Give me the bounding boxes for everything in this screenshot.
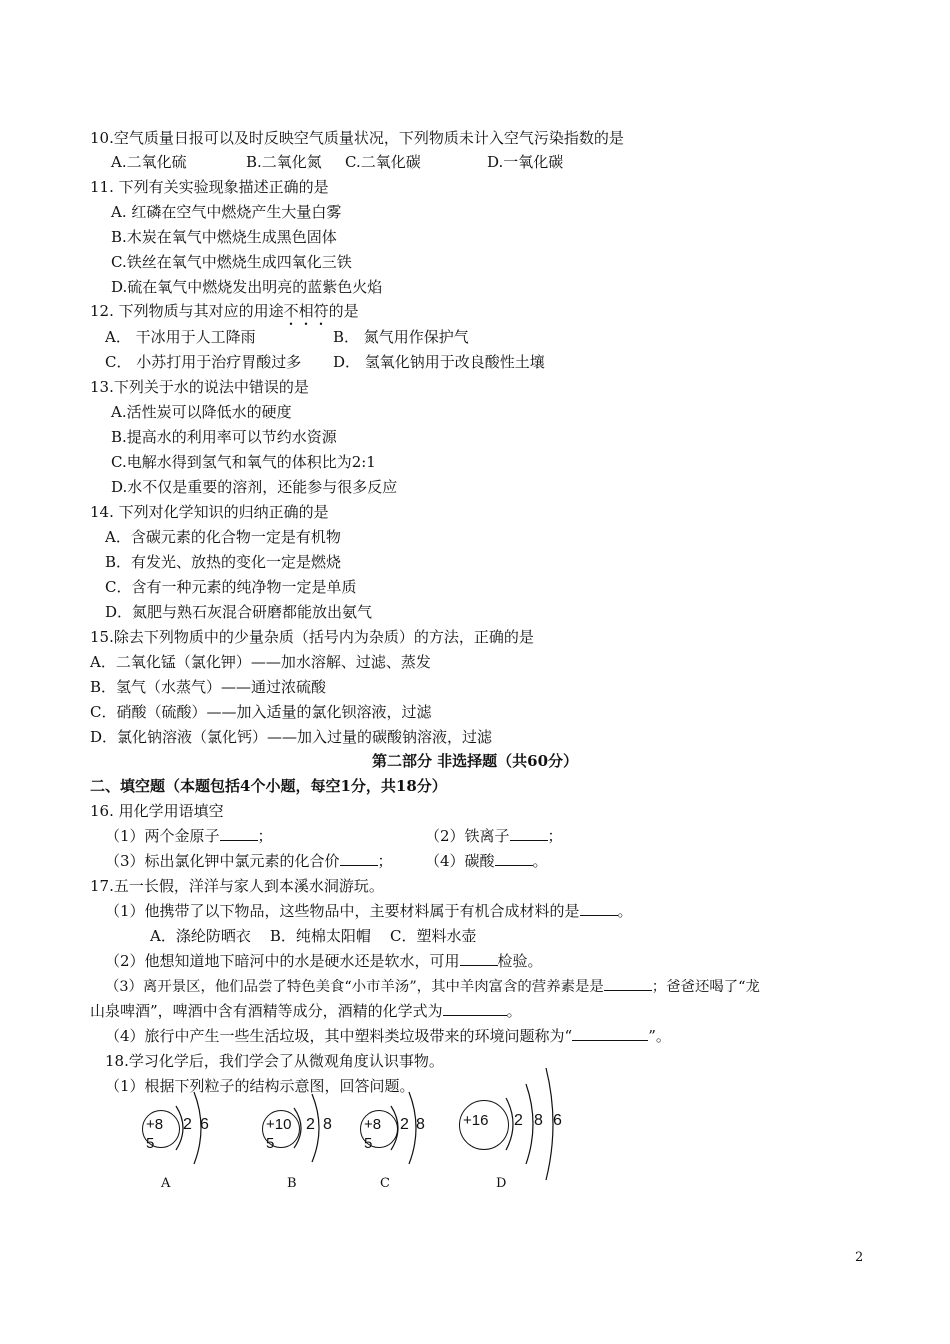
q11-option-a: A. 红磷在空气中燃烧产生大量白雾 — [111, 203, 342, 221]
q17-part-3-text: （3）离开景区，他们品尝了特色美食“小市羊汤”，其中羊肉富含的营养素是是 — [105, 979, 604, 995]
q18-stem: 18.学习化学后，我们学会了从微观角度认识事物。 — [105, 1052, 444, 1070]
q17-part-3-line-1 — [105, 976, 760, 997]
q10-option-c: C.二氧化碳 — [345, 153, 421, 171]
q17-part-2-text: （2）他想知道地下暗河中的水是硬水还是软水，可用 — [105, 952, 460, 970]
q14-stem: 14. 下列对化学知识的归纳正确的是 — [90, 503, 329, 521]
q17-part-3b-end: 。 — [506, 1002, 522, 1020]
q17-part-4-end: ”。 — [648, 1027, 671, 1045]
q16-blank-2[interactable] — [510, 826, 548, 841]
q16-part-3-end: ； — [377, 852, 393, 870]
q16-part-3-text: （3）标出氯化钾中氯元素的化合价 — [105, 852, 340, 870]
q12-stem-post: 的是 — [328, 302, 359, 320]
q17-part-4 — [105, 1026, 671, 1046]
page-number: 2 — [855, 1250, 864, 1265]
q17-blank-2[interactable] — [460, 951, 498, 966]
q17-part-3b-text: 山泉啤酒”，啤酒中含有酒精等成分，酒精的化学式为 — [90, 1002, 443, 1020]
q17-blank-1[interactable] — [580, 901, 618, 916]
q11-option-c: C.铁丝在氧气中燃烧生成四氧化三铁 — [111, 253, 352, 271]
q14-option-b: B．有发光、放热的变化一定是燃烧 — [105, 553, 342, 571]
q12-option-b: B． 氮气用作保护气 — [333, 328, 469, 346]
q17-part-1 — [105, 901, 633, 921]
q11-option-b: B.木炭在氧气中燃烧生成黑色固体 — [111, 228, 337, 246]
q12-stem-emphasis: 不相符 — [283, 302, 329, 320]
q16-part-1-end: ； — [257, 827, 273, 845]
q16-blank-1[interactable] — [220, 826, 258, 841]
atom-label: D — [496, 1176, 507, 1191]
q15-option-b: B．氢气（水蒸气）——通过浓硫酸 — [90, 678, 327, 696]
nucleus-charge: +8 — [146, 1116, 164, 1133]
shell-electron-count: 2 — [400, 1116, 409, 1133]
q17-stem: 17.五一长假，洋洋与家人到本溪水洞游玩。 — [90, 877, 384, 895]
section-fill-in-title: 二、填空题（本题包括4个小题，每空1分，共18分） — [90, 777, 447, 795]
atom-label: B — [287, 1176, 297, 1191]
q16-part-3 — [105, 851, 393, 871]
q12-stem — [90, 301, 359, 329]
shell-electron-count: 8 — [534, 1112, 543, 1129]
shell-electron-count: 2 — [306, 1116, 315, 1133]
nucleus-charge: +16 — [463, 1112, 489, 1129]
q15-option-c: C．硝酸（硫酸）——加入适量的氯化钡溶液，过滤 — [90, 703, 432, 721]
q17-part-2-end: 检验。 — [497, 952, 543, 970]
q17-blank-5[interactable] — [572, 1026, 648, 1041]
q16-part-2-text: （2）铁离子 — [425, 827, 510, 845]
q15-option-a: A．二氧化锰（氯化钾）——加水溶解、过滤、蒸发 — [90, 653, 431, 671]
q12-option-d: D． 氢氧化钠用于改良酸性土壤 — [333, 353, 545, 371]
q18-part-1: （1）根据下列粒子的结构示意图，回答问题。 — [105, 1077, 415, 1095]
q17-blank-3[interactable] — [604, 976, 652, 991]
q15-option-d: D．氯化钠溶液（氯化钙）——加入过量的碳酸钠溶液，过滤 — [90, 728, 493, 746]
q16-blank-3[interactable] — [340, 851, 378, 866]
q17-part-1-options: A．涤纶防晒衣 B．纯棉太阳帽 C．塑料水壶 — [150, 927, 477, 945]
atom-label: A — [161, 1176, 171, 1191]
q14-option-d: D．氮肥与熟石灰混合研磨都能放出氨气 — [105, 603, 373, 621]
atom-label: C — [380, 1176, 390, 1191]
nucleus-charge: +10 — [266, 1116, 292, 1133]
q16-part-2-end: ； — [547, 827, 563, 845]
q16-blank-4[interactable] — [495, 851, 533, 866]
q10-option-a: A.二氧化硫 — [111, 153, 187, 171]
q16-part-4-end: 。 — [532, 852, 548, 870]
nucleus-subscript: 5 — [364, 1135, 373, 1152]
q10-option-d: D.一氧化碳 — [487, 153, 564, 171]
q13-option-b: B.提高水的利用率可以节约水资源 — [111, 428, 337, 446]
q11-option-d: D.硫在氧气中燃烧发出明亮的蓝紫色火焰 — [111, 278, 383, 296]
q10-stem: 10.空气质量日报可以及时反映空气质量状况，下列物质未计入空气污染指数的是 — [90, 129, 624, 147]
shell-electron-count: 2 — [514, 1112, 523, 1129]
q13-stem: 13.下列关于水的说法中错误的是 — [90, 378, 309, 396]
q16-part-4-text: （4）碳酸 — [425, 852, 495, 870]
q17-part-3-line-2 — [90, 1001, 522, 1021]
nucleus-subscript: 5 — [146, 1135, 155, 1152]
q14-option-a: A．含碳元素的化合物一定是有机物 — [105, 528, 341, 546]
q17-part-1-end: 。 — [617, 902, 633, 920]
q13-option-d: D.水不仅是重要的溶剂，还能参与很多反应 — [111, 478, 398, 496]
shell-electron-count: 8 — [416, 1116, 425, 1133]
nucleus-subscript: 5 — [266, 1135, 275, 1152]
nucleus-charge: +8 — [364, 1116, 382, 1133]
shell-electron-count: 2 — [183, 1116, 192, 1133]
q16-stem: 16. 用化学用语填空 — [90, 802, 224, 820]
q11-stem: 11. 下列有关实验现象描述正确的是 — [90, 178, 329, 196]
q17-part-3-end: ；爸爸还喝了“龙 — [651, 979, 760, 995]
q13-option-a: A.活性炭可以降低水的硬度 — [111, 403, 292, 421]
shell-electron-count: 6 — [553, 1112, 562, 1129]
q16-part-4 — [425, 851, 548, 871]
q15-stem: 15.除去下列物质中的少量杂质（括号内为杂质）的方法，正确的是 — [90, 628, 534, 646]
q17-blank-4[interactable] — [443, 1001, 507, 1016]
q17-part-2 — [105, 951, 543, 971]
q10-option-b: B.二氧化氮 — [246, 153, 322, 171]
part2-title: 第二部分 非选择题（共60分） — [371, 752, 579, 770]
q16-part-2 — [425, 826, 563, 846]
q14-option-c: C．含有一种元素的纯净物一定是单质 — [105, 578, 357, 596]
q12-option-a: A． 干冰用于人工降雨 — [105, 328, 256, 346]
q13-option-c: C.电解水得到氢气和氧气的体积比为2:1 — [111, 453, 376, 471]
shell-electron-count: 6 — [200, 1116, 209, 1133]
shell-electron-count: 8 — [323, 1116, 332, 1133]
q12-stem-pre: 12. 下列物质与其对应的用途 — [90, 302, 284, 320]
q12-option-c: C． 小苏打用于治疗胃酸过多 — [105, 353, 302, 371]
q17-part-1-text: （1）他携带了以下物品，这些物品中，主要材料属于有机合成材料的是 — [105, 902, 580, 920]
q17-part-4-text: （4）旅行中产生一些生活垃圾，其中塑料类垃圾带来的环境问题称为“ — [105, 1027, 573, 1045]
q16-part-1 — [105, 826, 273, 846]
q16-part-1-text: （1）两个金原子 — [105, 827, 220, 845]
